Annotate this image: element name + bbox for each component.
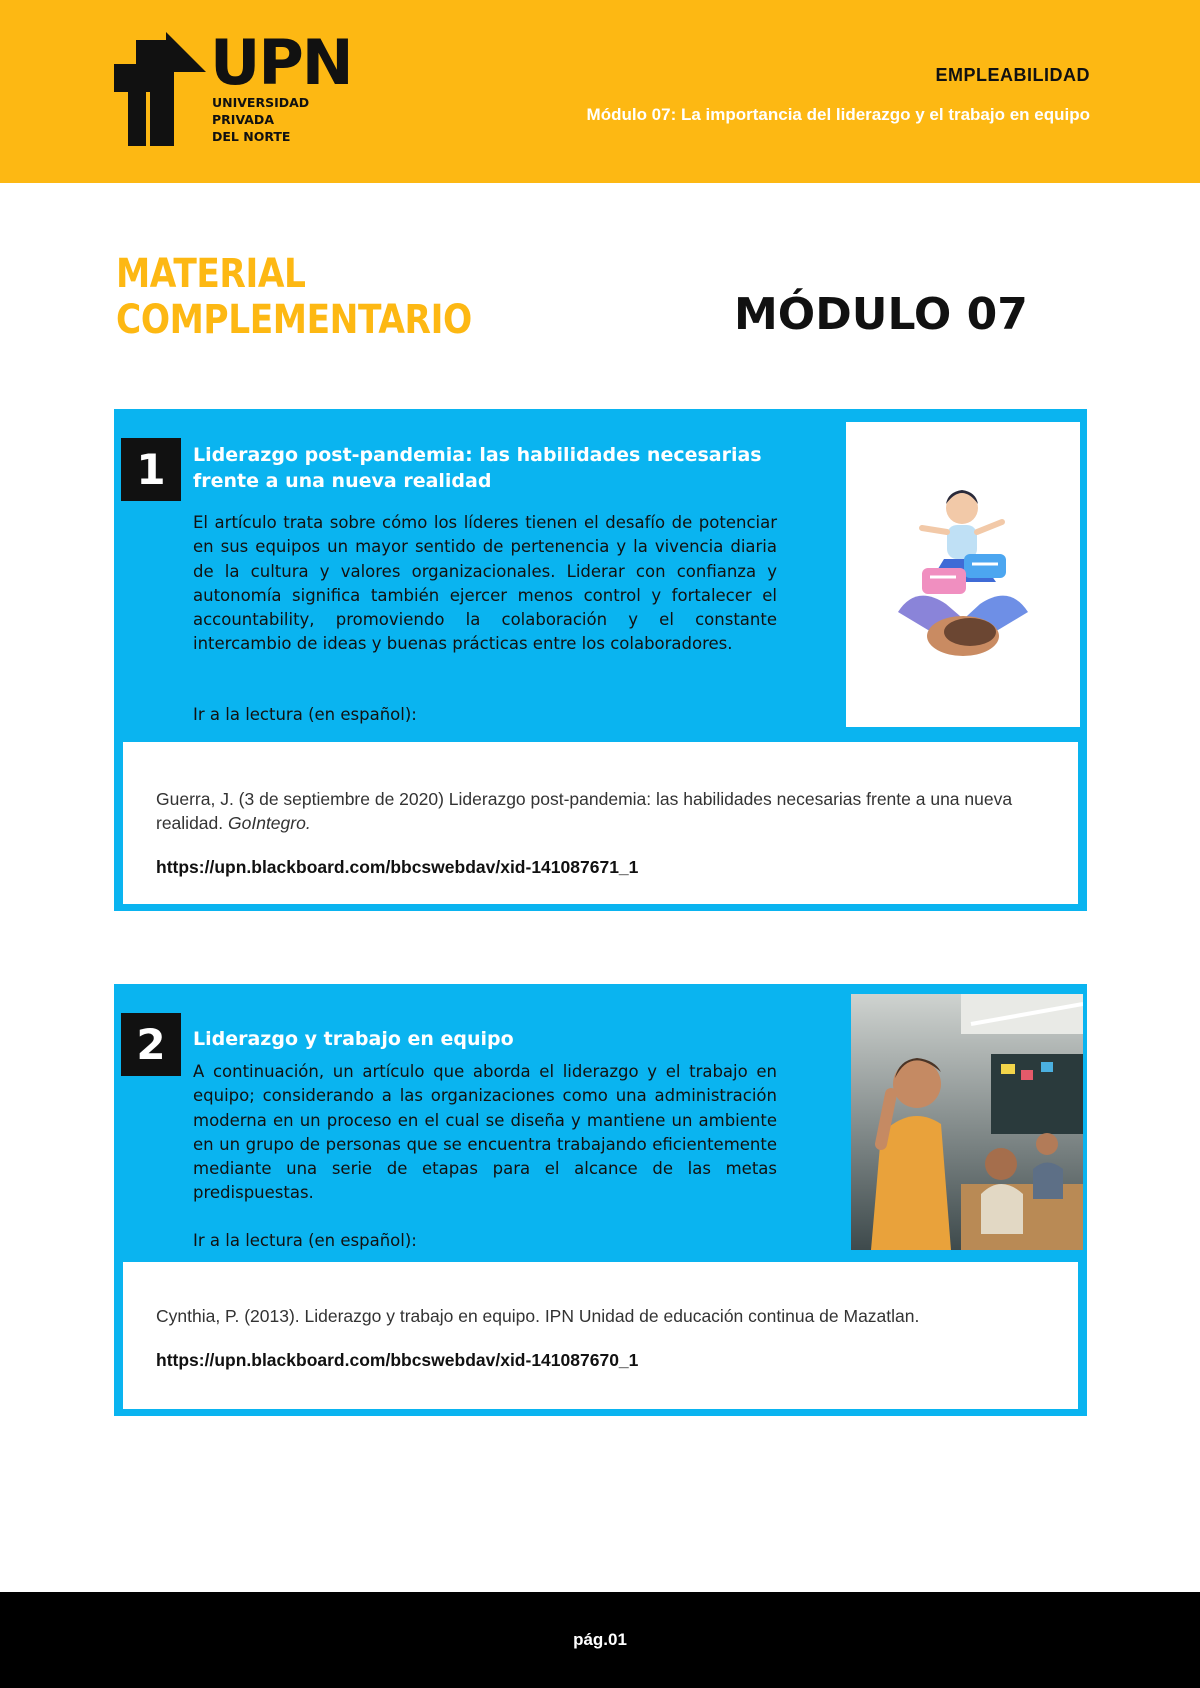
card-title: Liderazgo post-pandemia: las habilidades necesarias frente a una nueva realidad: [193, 444, 762, 492]
reference-source: GoIntegro.: [228, 813, 311, 833]
material-title: [116, 251, 472, 343]
material-title-line-2: COMPLEMENTARIO: [116, 297, 472, 343]
header-bar: [0, 0, 1200, 183]
read-label: Ir a la lectura (en español):: [193, 1231, 417, 1250]
resource-card-2: [114, 984, 1087, 1416]
card-description: A continuación, un artículo que aborda el liderazgo y el trabajo en equipo; considerando a las organizaciones como una administración moderna en un proceso en el cual se diseña y mantiene un ambiente en un grupo de personas que se encuentra trabajando eficientemente mediante una serie de etapas para el alcance de las metas predispuestas.: [193, 1062, 777, 1203]
material-title-line-1: MATERIAL: [116, 251, 306, 297]
reading-link[interactable]: https://upn.blackboard.com/bbcswebdav/xid-141087670_1: [156, 1350, 639, 1370]
card-number: 2: [121, 1013, 181, 1076]
card-number: 1: [121, 438, 181, 501]
handshake-illustration-icon: [846, 422, 1080, 727]
course-name: EMPLEABILIDAD: [935, 65, 1090, 85]
read-label: Ir a la lectura (en español):: [193, 705, 417, 724]
reference-citation: [156, 787, 1016, 835]
footer-bar: [0, 1592, 1200, 1688]
reference-text: Guerra, J. (3 de septiembre de 2020) Liderazgo post-pandemia: las habilidades necesarias frente a una nueva realidad.: [156, 789, 1013, 833]
logo-line-3: DEL NORTE: [212, 129, 291, 144]
logo-line-2: PRIVADA: [212, 112, 274, 127]
reference-citation: Cynthia, P. (2013). Liderazgo y trabajo en equipo. IPN Unidad de educación continua de Mazatlan.: [156, 1306, 920, 1326]
arrow-logo-icon: [114, 32, 206, 146]
module-subtitle: Módulo 07: La importancia del liderazgo y el trabajo en equipo: [586, 105, 1090, 124]
upn-logo: [114, 26, 352, 151]
card-title: Liderazgo y trabajo en equipo: [193, 1028, 514, 1050]
logo-wordmark: UPN: [210, 26, 352, 99]
resource-card-1: [114, 409, 1087, 911]
page-number: pág.01: [573, 1630, 627, 1649]
card-description: El artículo trata sobre cómo los líderes tienen el desafío de potenciar en sus equipos un mayor sentido de pertenencia y la vivencia diaria de la cultura y valores organizacionales. Liderar con confianza y autonomía significa también ejercer menos control y fortalecer el accountability, promoviendo la colaboración y el constante intercambio de ideas y buenas prácticas entre los colaboradores.: [193, 513, 777, 654]
reference-box: [123, 1262, 1078, 1409]
reference-box: [123, 742, 1078, 904]
module-title: MÓDULO 07: [734, 289, 1028, 340]
reading-link[interactable]: https://upn.blackboard.com/bbcswebdav/xid-141087671_1: [156, 857, 639, 877]
logo-subtitle: [212, 94, 332, 145]
logo-line-1: UNIVERSIDAD: [212, 95, 310, 110]
team-meeting-photo: [851, 994, 1083, 1250]
